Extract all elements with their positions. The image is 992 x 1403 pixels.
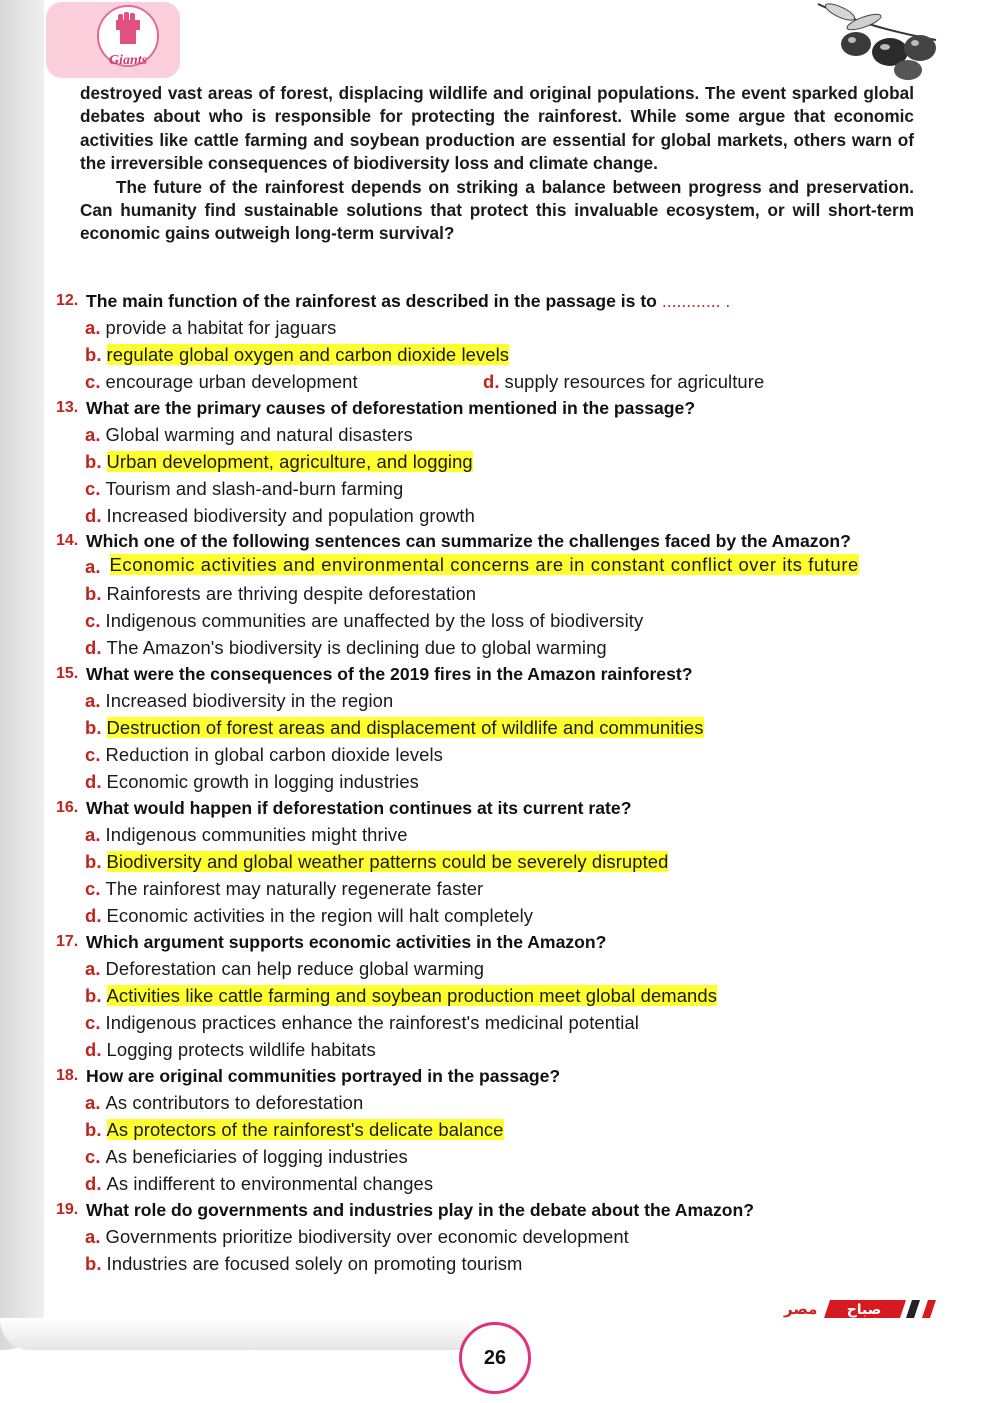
- option-text: Global warming and natural disasters: [105, 424, 413, 445]
- option-b[interactable]: [85, 448, 938, 475]
- option-letter: c.: [85, 1012, 101, 1033]
- option-d[interactable]: [483, 368, 764, 395]
- watermark-text-sabah: صباح: [846, 1302, 882, 1318]
- option-text: The Amazon's biodiversity is declining due to global warming: [106, 637, 607, 658]
- option-c[interactable]: [85, 741, 938, 768]
- option-letter: c.: [85, 878, 101, 899]
- answer-blank: ............ .: [661, 291, 731, 311]
- option-a[interactable]: [85, 687, 938, 714]
- question-18: [56, 1063, 938, 1197]
- highlighted-answer: Destruction of forest areas and displacement of wildlife and communities: [106, 717, 704, 738]
- option-c[interactable]: [85, 475, 938, 502]
- side-band: [0, 0, 44, 1350]
- option-text: Tourism and slash-and-burn farming: [105, 478, 404, 499]
- option-text: provide a habitat for jaguars: [105, 317, 337, 338]
- highlighted-answer: As protectors of the rainforest's delicate balance: [106, 1119, 504, 1140]
- option-d[interactable]: [85, 1036, 938, 1063]
- question-15: [56, 661, 938, 795]
- highlighted-answer: Activities like cattle farming and soybean production meet global demands: [106, 985, 717, 1006]
- option-text: Increased biodiversity in the region: [105, 690, 394, 711]
- option-c[interactable]: [85, 368, 483, 395]
- option-c[interactable]: [85, 607, 938, 634]
- option-text: Economic activities in the region will halt completely: [106, 905, 534, 926]
- highlighted-answer: regulate global oxygen and carbon dioxide levels: [106, 344, 510, 365]
- option-letter: a.: [85, 424, 101, 445]
- question-text: What are the primary causes of deforestation mentioned in the passage?: [86, 398, 696, 418]
- bottom-band: [0, 1318, 470, 1350]
- question-number: 17.: [56, 933, 79, 950]
- option-letter: b.: [85, 1253, 102, 1274]
- question-number: 12.: [56, 292, 79, 309]
- option-d[interactable]: [85, 768, 938, 795]
- logo: [46, 2, 180, 78]
- option-d[interactable]: [85, 634, 938, 661]
- option-letter: b.: [85, 344, 102, 365]
- option-text: Economic growth in logging industries: [106, 771, 419, 792]
- passage-paragraph: destroyed vast areas of forest, displacing wildlife and original populations. The event sparked global debates about who is responsible for protecting the rainforest. While some argue that economic activities like cattle farming and soybean production are essential for global markets, others warn of the irreversible consequences of biodiversity loss and climate change.: [80, 83, 914, 174]
- question-number: 13.: [56, 399, 79, 416]
- olive-branch-illustration: [812, 0, 940, 84]
- option-text: As beneficiaries of logging industries: [105, 1146, 408, 1167]
- highlighted-answer: Urban development, agriculture, and logging: [106, 451, 473, 472]
- question-19: [56, 1197, 938, 1277]
- option-letter: d.: [85, 1173, 102, 1194]
- option-letter: a.: [85, 690, 101, 711]
- question-14: [56, 529, 938, 661]
- option-letter: c.: [85, 610, 101, 631]
- option-text: Indigenous communities are unaffected by the loss of biodiversity: [105, 610, 644, 631]
- question-text: Which argument supports economic activities in the Amazon?: [86, 932, 607, 952]
- option-letter: d.: [85, 505, 102, 526]
- question-number: 16.: [56, 799, 79, 816]
- option-a[interactable]: [85, 821, 938, 848]
- option-text: Reduction in global carbon dioxide levels: [105, 744, 443, 765]
- passage-paragraph: The future of the rainforest depends on striking a balance between progress and preservation. Can humanity find sustainable solutions that protect this invaluable ecosystem, or will short-term economic gains outweigh long-term survival?: [80, 176, 914, 244]
- option-letter: d.: [85, 1039, 102, 1060]
- option-b[interactable]: [85, 341, 938, 368]
- option-letter: c.: [85, 744, 101, 765]
- option-text: Rainforests are thriving despite deforestation: [106, 583, 477, 604]
- option-c[interactable]: [85, 1009, 938, 1036]
- option-b[interactable]: [85, 1116, 938, 1143]
- option-b[interactable]: [85, 848, 938, 875]
- option-letter: a.: [85, 958, 101, 979]
- option-c[interactable]: [85, 1143, 938, 1170]
- option-letter: b.: [85, 1119, 102, 1140]
- option-d[interactable]: [85, 1170, 938, 1197]
- highlighted-answer: Biodiversity and global weather patterns could be severely disrupted: [106, 851, 669, 872]
- question-number: 19.: [56, 1201, 79, 1218]
- question-text: Which one of the following sentences can summarize the challenges faced by the Amazon?: [86, 531, 851, 551]
- option-letter: a.: [85, 1226, 101, 1247]
- question-12: [56, 288, 938, 395]
- option-letter: a.: [85, 824, 101, 845]
- question-number: 14.: [56, 532, 79, 549]
- option-letter: d.: [85, 637, 102, 658]
- option-d[interactable]: [85, 502, 938, 529]
- page-number-text: 26: [483, 1346, 507, 1369]
- option-letter: d.: [85, 771, 102, 792]
- option-text: Deforestation can help reduce global warming: [105, 958, 485, 979]
- option-b[interactable]: [85, 982, 938, 1009]
- option-a[interactable]: [85, 955, 938, 982]
- option-text: Logging protects wildlife habitats: [106, 1039, 376, 1060]
- option-letter: c.: [85, 1146, 101, 1167]
- option-letter: c.: [85, 478, 101, 499]
- page-number: [459, 1322, 531, 1394]
- question-text: What would happen if deforestation continues at its current rate?: [86, 798, 632, 818]
- option-letter: b.: [85, 717, 102, 738]
- option-text: As contributors to deforestation: [105, 1092, 364, 1113]
- option-text: The rainforest may naturally regenerate faster: [105, 878, 484, 899]
- option-a[interactable]: [85, 553, 938, 580]
- option-letter: a.: [85, 1092, 101, 1113]
- option-a[interactable]: [85, 421, 938, 448]
- option-letter: d.: [483, 371, 500, 392]
- question-text: What were the consequences of the 2019 fires in the Amazon rainforest?: [86, 664, 693, 684]
- question-number: 15.: [56, 665, 79, 682]
- option-text: Industries are focused solely on promoting tourism: [106, 1253, 523, 1274]
- option-letter: b.: [85, 451, 102, 472]
- sabah-masr-watermark: [782, 1296, 942, 1322]
- option-text: Indigenous practices enhance the rainforest's medicinal potential: [105, 1012, 639, 1033]
- question-17: [56, 929, 938, 1063]
- questions-list: [56, 288, 938, 1277]
- option-a[interactable]: [85, 314, 938, 341]
- question-13: [56, 395, 938, 529]
- option-letter: a.: [85, 556, 101, 577]
- option-text: As indifferent to environmental changes: [106, 1173, 434, 1194]
- question-text: The main function of the rainforest as described in the passage is to: [86, 291, 657, 311]
- reading-passage: [80, 82, 914, 246]
- option-letter: a.: [85, 317, 101, 338]
- option-text: encourage urban development: [105, 371, 358, 392]
- option-c[interactable]: [85, 875, 938, 902]
- option-text: Indigenous communities might thrive: [105, 824, 408, 845]
- question-text: What role do governments and industries play in the debate about the Amazon?: [86, 1200, 754, 1220]
- question-16: [56, 795, 938, 929]
- option-a[interactable]: [85, 1089, 938, 1116]
- option-b[interactable]: [85, 714, 938, 741]
- option-letter: b.: [85, 985, 102, 1006]
- svg-text:Giants: Giants: [108, 53, 148, 68]
- question-number: 18.: [56, 1067, 79, 1084]
- highlighted-answer: Economic activities and environmental concerns are in constant conflict over its future: [109, 554, 859, 575]
- option-text: Increased biodiversity and population growth: [106, 505, 475, 526]
- option-d[interactable]: [85, 902, 938, 929]
- option-text: supply resources for agriculture: [504, 371, 765, 392]
- option-letter: c.: [85, 371, 101, 392]
- option-letter: b.: [85, 851, 102, 872]
- option-text: Governments prioritize biodiversity over economic development: [105, 1226, 629, 1247]
- watermark-text-masr: مصر: [784, 1300, 818, 1318]
- option-letter: b.: [85, 583, 102, 604]
- option-b[interactable]: [85, 1250, 938, 1277]
- option-letter: d.: [85, 905, 102, 926]
- question-text: How are original communities portrayed in the passage?: [86, 1066, 561, 1086]
- option-b[interactable]: [85, 580, 938, 607]
- option-a[interactable]: [85, 1223, 938, 1250]
